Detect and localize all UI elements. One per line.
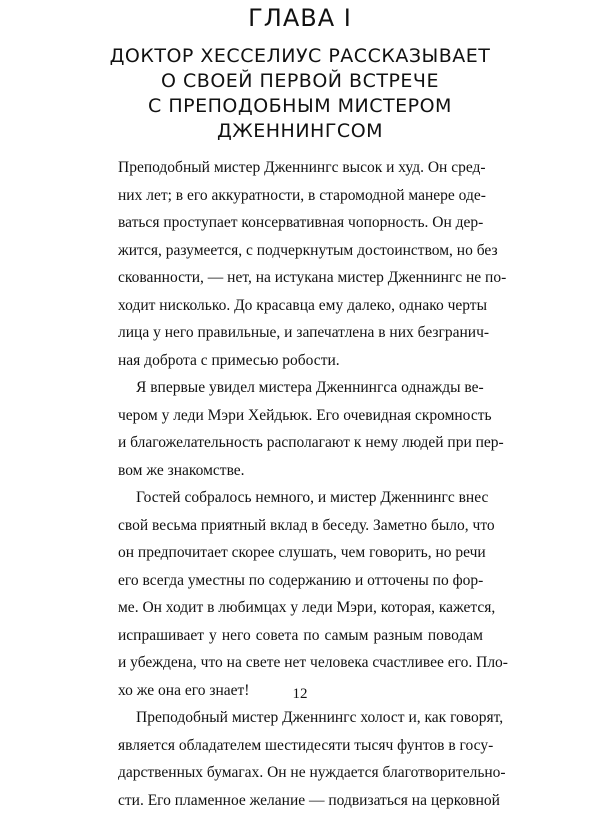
text-line: и благожелательность располагают к нему людей при пер- — [118, 429, 483, 457]
text-line: его всегда уместны по содержанию и отточены по фор- — [118, 567, 483, 595]
text-line: является обладателем шестидесяти тысяч фунтов в госу- — [118, 732, 483, 760]
text-line: жится, разумеется, с подчеркнутым достоинством, но без — [118, 237, 483, 265]
text-line: Я впервые увидел мистера Дженнингса однажды ве- — [118, 374, 483, 402]
text-line: Преподобный мистер Дженнингс холост и, как говорят, — [118, 704, 483, 732]
text-line: свой весьма приятный вклад в беседу. Заметно было, что — [118, 512, 483, 540]
text-line: вом же знакомстве. — [118, 457, 483, 485]
text-line: сти. Его пламенное желание — подвизаться на церковной — [118, 787, 483, 814]
subtitle-line: О СВОЕЙ ПЕРВОЙ ВСТРЕЧЕ — [90, 69, 510, 94]
text-line: Гостей собралось немного, и мистер Дженнингс внес — [118, 484, 483, 512]
text-line: он предпочитает скорее слушать, чем говорить, но речи — [118, 539, 483, 567]
text-line: дарственных бумагах. Он не нуждается благотворительно- — [118, 759, 483, 787]
text-line: Преподобный мистер Дженнингс высок и худ. Он сред- — [118, 154, 483, 182]
text-line: скованности, — нет, на истукана мистер Дженнингс не по- — [118, 264, 483, 292]
chapter-title: ГЛАВА I — [0, 4, 600, 32]
body-text — [118, 154, 483, 814]
text-line: лица у него правильные, и запечатлена в них безгранич- — [118, 319, 483, 347]
paragraph — [118, 374, 483, 484]
text-line: испрашивает у него совета по самым разным поводам — [118, 622, 483, 650]
text-line: ходит нисколько. До красавца ему далеко, однако черты — [118, 292, 483, 320]
text-line: них лет; в его аккуратности, в старомодной манере оде- — [118, 182, 483, 210]
paragraph — [118, 484, 483, 704]
text-line: ваться проступает консервативная чопорность. Он дер- — [118, 209, 483, 237]
text-line: хо же она его знает! — [118, 677, 483, 705]
paragraph — [118, 704, 483, 814]
text-line: и убеждена, что на свете нет человека счастливее его. Пло- — [118, 649, 483, 677]
paragraph — [118, 154, 483, 374]
subtitle-line: С ПРЕПОДОБНЫМ МИСТЕРОМ — [90, 94, 510, 119]
text-line: ме. Он ходит в любимцах у леди Мэри, которая, кажется, — [118, 594, 483, 622]
page-number: 12 — [0, 686, 600, 703]
chapter-subtitle — [90, 44, 510, 144]
text-line: ная доброта с примесью робости. — [118, 347, 483, 375]
text-line: чером у леди Мэри Хейдьюк. Его очевидная скромность — [118, 402, 483, 430]
subtitle-line: ДЖЕННИНГСОМ — [90, 119, 510, 144]
subtitle-line: ДОКТОР ХЕССЕЛИУС РАССКАЗЫВАЕТ — [90, 44, 510, 69]
